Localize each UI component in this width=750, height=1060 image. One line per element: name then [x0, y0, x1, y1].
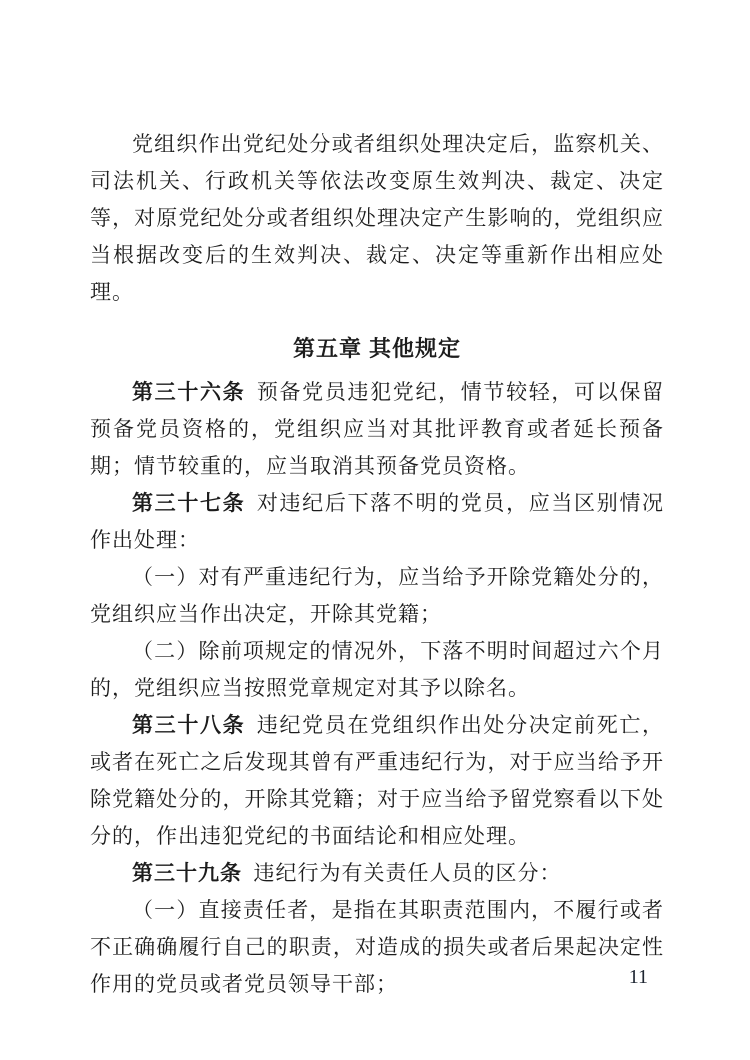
article-39-text: 违纪行为有关责任人员的区分： — [253, 861, 562, 885]
article-38 — [90, 707, 664, 855]
page-number: 11 — [628, 966, 648, 988]
article-36 — [90, 374, 664, 485]
intro-paragraph: 党组织作出党纪处分或者组织处理决定后，监察机关、司法机关、行政机关等依法改变原生效判决、裁定、决定等，对原党纪处分或者组织处理决定产生影响的，党组织应当根据改变后的生效判决、裁定、决定等重新作出相应处理。 — [90, 132, 664, 304]
article-39-number: 第三十九条 — [132, 861, 242, 885]
article-37 — [90, 485, 664, 559]
article-37-number: 第三十七条 — [132, 491, 246, 515]
article-38-text: 违纪党员在党组织作出处分决定前死亡，或者在死亡之后发现其曾有严重违纪行为，对于应当给予开除党籍处分的，开除其党籍；对于应当给予留党察看以下处分的，作出违犯党纪的书面结论和相应处理。 — [90, 713, 665, 848]
document-body — [90, 126, 664, 1003]
article-39-item-1: （一）直接责任者，是指在其职责范围内，不履行或者不正确确履行自己的职责，对造成的损失或者后果起决定性作用的党员或者党员领导干部； — [90, 898, 664, 996]
article-36-text: 预备党员违犯党纪，情节较轻，可以保留预备党员资格的，党组织应当对其批评教育或者延长预备期；情节较重的，应当取消其预备党员资格。 — [90, 380, 665, 478]
article-36-number: 第三十六条 — [132, 380, 246, 404]
chapter-heading: 第五章 其他规定 — [292, 336, 462, 361]
article-39 — [90, 855, 664, 892]
article-37-item-1: （一）对有严重违纪行为，应当给予开除党籍处分的，党组织应当作出决定，开除其党籍； — [90, 565, 664, 626]
article-37-text: 对违纪后下落不明的党员，应当区别情况作出处理： — [90, 491, 665, 552]
article-37-item-2: （二）除前项规定的情况外，下落不明时间超过六个月的，党组织应当按照党章规定对其予以除名。 — [90, 639, 664, 700]
article-38-number: 第三十八条 — [132, 713, 246, 737]
